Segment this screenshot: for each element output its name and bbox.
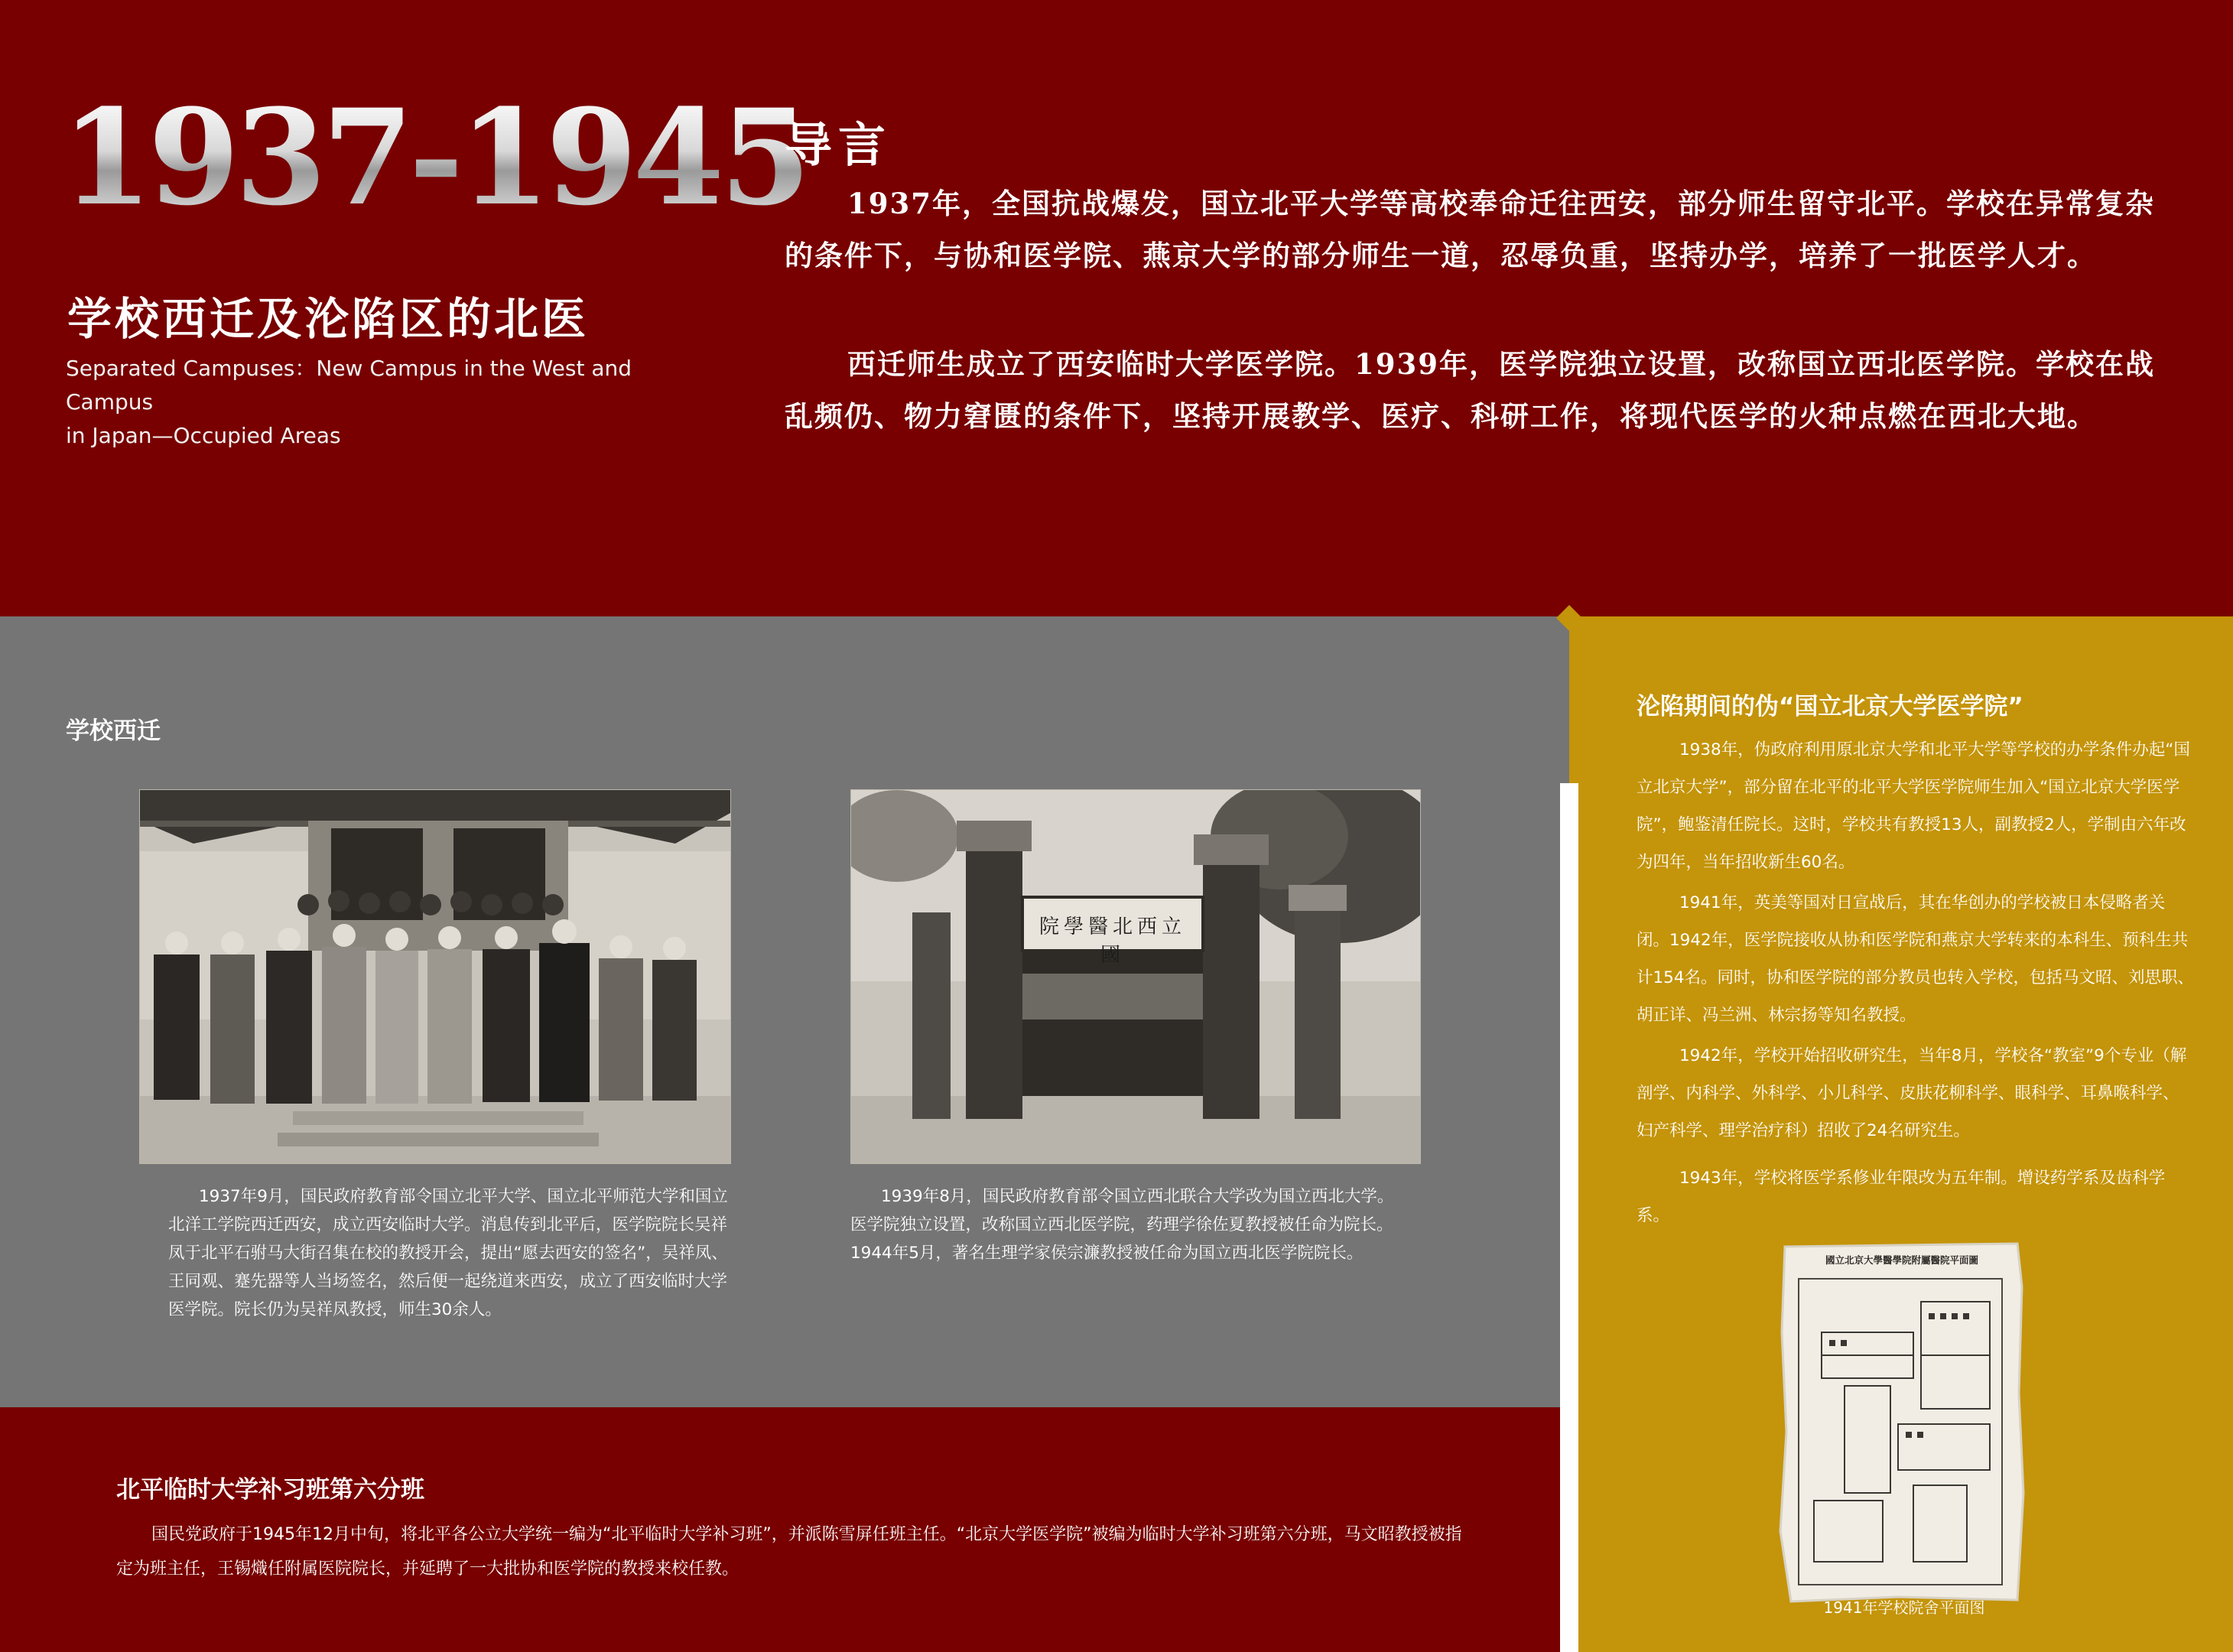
floor-plan-title: 國立北京大學醫學院附屬醫院平面圖 bbox=[1825, 1254, 1978, 1266]
occupied-paragraph-4: 1943年，学校将医学系修业年限改为五年制。增设药学系及齿科学系。 bbox=[1637, 1169, 2166, 1225]
divider-line bbox=[1560, 783, 1578, 1652]
faculty-group-photo bbox=[139, 789, 731, 1164]
chinese-title: 学校西迁及沦陷区的北医 bbox=[67, 293, 590, 345]
english-title-line-1: Separated Campuses：New Campus in the West and Campus bbox=[66, 356, 632, 415]
occupied-paragraph-1: 1938年，伪政府利用原北京大学和北平大学等学校的办学条件办起“国立北京大学”，部分留在北平的北平大学医学院师生加入“国立北京大学医学院”，鲍鉴清任院长。这时，学校共有教授13人，副教授2人，学制由六年改为四年，当年招收新生60名。 bbox=[1637, 740, 2190, 872]
floor-plan-caption: 1941年学校院舍平面图 bbox=[1823, 1598, 1985, 1617]
faculty-photo-caption: 1937年9月，国民政府教育部令国立北平大学、国立北平师范大学和国立北洋工学院西迁西安，成立西安临时大学。消息传到北平后，医学院院长吴祥凤于北平石驸马大街召集在校的教授开会，提出“愿去西安的签名”，吴祥凤、王同观、蹇先器等人当场签名，然后便一起绕道来西安，成立了西安临时大学医学院。院长仍为吴祥凤教授，师生30余人。 bbox=[168, 1187, 728, 1319]
gate-caption-line-1: 1939年8月，国民政府教育部令国立西北联合大学改为国立西北大学。 bbox=[881, 1187, 1394, 1206]
occupied-heading: 沦陷期间的伪“国立北京大学医学院” bbox=[1637, 693, 2023, 720]
english-title-line-2: in Japan—Occupied Areas bbox=[66, 423, 341, 448]
gate-caption-line-3: 1944年5月，著名生理学家侯宗濂教授被任命为国立西北医学院院长。 bbox=[850, 1244, 1364, 1263]
sixth-class-text: 国民党政府于1945年12月中旬，将北平各公立大学统一编为“北平临时大学补习班”，并派陈雪屏任班主任。“北京大学医学院”被编为临时大学补习班第六分班，马文昭教授被指定为班主任，王锡熾任附属医院院长，并延聘了一大批协和医学院的教授来校任教。 bbox=[116, 1525, 1462, 1579]
intro-heading: 导言 bbox=[785, 117, 892, 173]
sixth-class-heading: 北平临时大学补习班第六分班 bbox=[116, 1476, 424, 1504]
occupied-paragraph-2: 1941年，英美等国对日宣战后，其在华创办的学校被日本侵略者关闭。1942年，医学院接收从协和医学院和燕京大学转来的本科生、预科生共计154名。同时，协和医学院的部分教员也转入学校，包括马文昭、刘思职、胡正详、冯兰洲、林宗扬等知名教授。 bbox=[1637, 893, 2195, 1025]
floor-plan-drawing bbox=[1776, 1241, 2025, 1603]
college-gate-photo-image bbox=[851, 790, 1420, 1163]
west-heading: 学校西迁 bbox=[66, 717, 161, 745]
college-gate-photo bbox=[850, 789, 1421, 1164]
floor-plan-image bbox=[1776, 1241, 2025, 1603]
gate-caption-line-2: 医学院独立设置，改称国立西北医学院，药理学徐佐夏教授被任命为院长。 bbox=[850, 1215, 1393, 1234]
gate-photo-caption bbox=[850, 1182, 1432, 1267]
occupied-paragraph-3: 1942年，学校开始招收研究生，当年8月，学校各“教室”9个专业（解剖学、内科学、外科学、小儿科学、皮肤花柳科学、眼科学、耳鼻喉科学、妇产科学、理学治疗科）招收了24名研究生。 bbox=[1637, 1046, 2187, 1140]
gate-signboard: 院學醫北西立國 bbox=[1038, 915, 1186, 967]
english-title bbox=[66, 352, 678, 453]
intro-paragraph-1: 1937年，全国抗战爆发，国立北平大学等高校奉命迁往西安，部分师生留守北平。学校在异常复杂的条件下，与协和医学院、燕京大学的部分师生一道，忍辱负重，坚持办学，培养了一批医学人才。 bbox=[785, 187, 2155, 272]
intro-paragraph-2: 西迁师生成立了西安临时大学医学院。1939年，医学院独立设置，改称国立西北医学院。学校在战乱频仍、物力窘匮的条件下，坚持开展教学、医疗、科研工作，将现代医学的火种点燃在西北大地。 bbox=[785, 347, 2155, 433]
year-range-title: 1937-1945 bbox=[61, 80, 807, 235]
faculty-group-photo-image bbox=[140, 790, 730, 1163]
